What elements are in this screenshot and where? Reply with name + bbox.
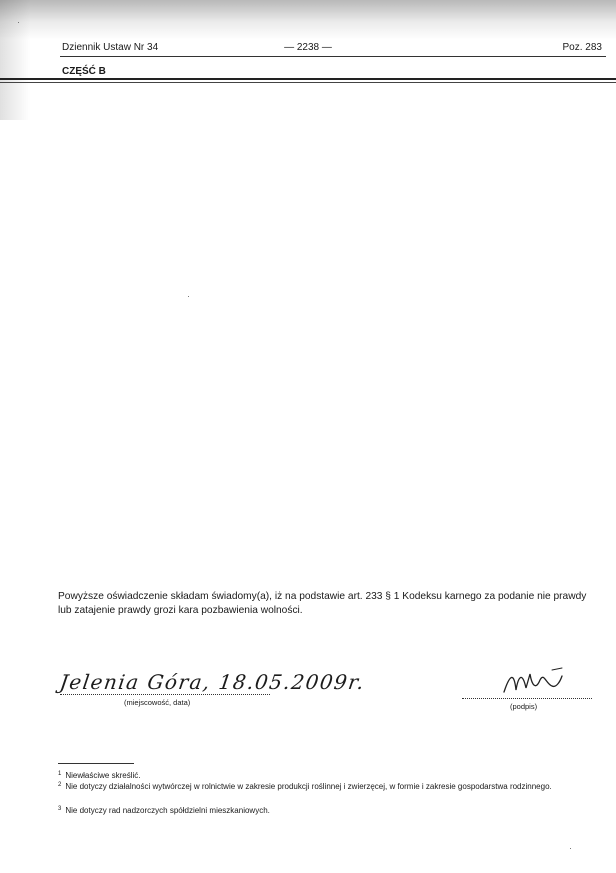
section-rule-thick [0, 78, 616, 80]
journal-title: Dziennik Ustaw Nr 34 [62, 42, 159, 53]
footnote-number: 3 [58, 806, 62, 812]
signature-caption: (podpis) [510, 702, 538, 711]
footnote-2 [58, 782, 598, 792]
scan-speck [18, 22, 19, 23]
place-date-line [60, 694, 270, 695]
page-number: — 2238 — [284, 42, 332, 53]
declaration-text: Powyższe oświadczenie składam świadomy(a), iż na podstawie art. 233 § 1 Kodeksu karnego za podanie nie prawdy lub zatajenie prawdy grozi kara pozbawienia wolności. [58, 591, 587, 616]
footnote-rule [58, 763, 134, 764]
position-number: Poz. 283 [562, 42, 602, 53]
footnote-1 [58, 771, 598, 781]
place-date-caption: (miejscowość, data) [124, 698, 191, 707]
header-rule [60, 56, 606, 57]
footnote-text: Nie dotyczy rad nadzorczych spółdzielni mieszkaniowych. [65, 806, 270, 815]
signature-line [462, 698, 592, 699]
footnote-text: Nie dotyczy działalności wytwórczej w rolnictwie w zakresie produkcji roślinnej i zwierzęcej, w formie i zakresie gospodarstwa rodzinnego. [65, 782, 552, 791]
scan-shadow-left [0, 0, 30, 120]
section-rule-thin [0, 82, 616, 83]
footnote-text: Niewłaściwe skreślić. [65, 771, 141, 780]
handwritten-place-date: Jelenia Góra, 18.05.2009r. [58, 670, 367, 694]
scan-speck [188, 296, 189, 297]
footnote-number: 1 [58, 771, 62, 777]
scan-shadow [0, 0, 616, 40]
footnote-3 [58, 806, 598, 816]
section-title: CZĘŚĆ B [62, 66, 106, 77]
footnote-number: 2 [58, 782, 62, 788]
scan-speck [570, 848, 571, 849]
